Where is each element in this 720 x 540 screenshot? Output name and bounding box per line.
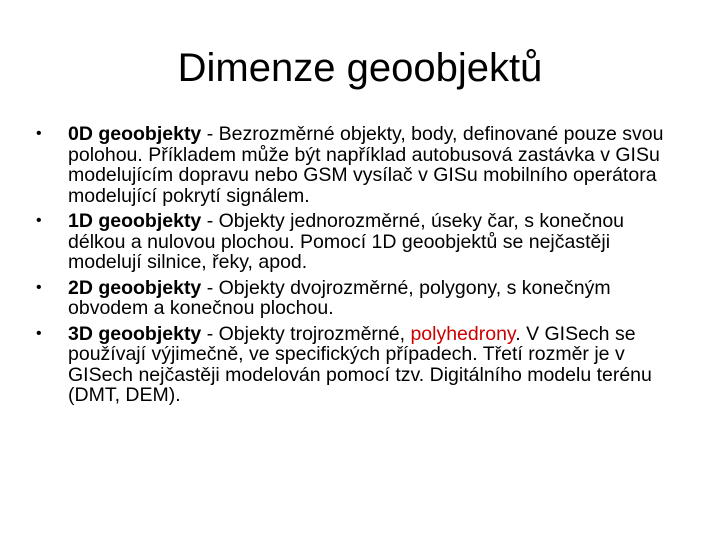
slide-title: Dimenze geoobjektů: [177, 46, 543, 90]
term-0d: 0D geoobjekty: [68, 123, 202, 145]
bullet-icon: •: [36, 212, 42, 229]
description-0d: - Bezrozměrné objekty, body, definované pouze svou polohou. Příkladem může být například autobusová zastávka v GISu modelujícím dopravu nebo GSM vysílač v GISu mobilního operátora modelující pokrytí signálem.: [68, 123, 664, 207]
description-3d-end: . V GISech se používají výjimečně, ve specifických případech. Třetí rozměr je v GISech nejčastěji modelován pomocí tzv. Digitálního modelu terénu (DMT, DEM).: [68, 322, 652, 406]
term-3d: 3D geoobjekty: [68, 322, 202, 345]
bullet-icon: •: [36, 324, 42, 342]
bullet-list: [36, 124, 686, 411]
term-2d: 2D geoobjekty: [68, 276, 202, 299]
description-1d: - Objekty jednorozměrné, úseky čar, s konečnou délkou a nulovou plochou. Pomocí 1D geoobjektů se nejčastěji modelují silnice, řeky, apod.: [68, 210, 625, 273]
polyhedrony-link[interactable]: polyhedrony: [410, 322, 516, 345]
description-2d: - Objekty dvojrozměrné, polygony, s konečným obvodem a konečnou plochou.: [68, 276, 611, 319]
bullet-item-2d: [36, 278, 686, 319]
bullet-icon: •: [36, 278, 42, 296]
bullet-icon: •: [36, 125, 42, 142]
term-1d: 1D geoobjekty: [68, 210, 202, 232]
bullet-item-1d: [36, 211, 686, 273]
description-3d-start: - Objekty trojrozměrné,: [201, 322, 411, 345]
bullet-item-3d: [36, 324, 686, 406]
bullet-item-0d: [36, 124, 686, 206]
